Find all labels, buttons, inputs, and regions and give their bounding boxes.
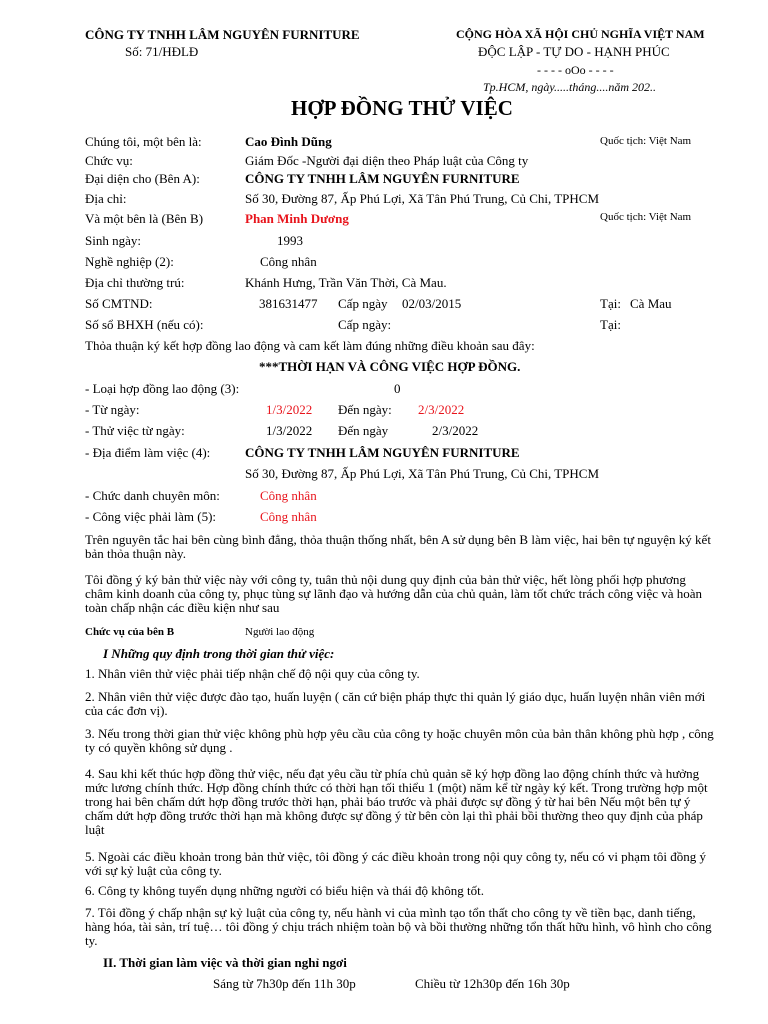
workplace-address: Số 30, Đường 87, Ấp Phú Lợi, Xã Tân Phú Trung, Củ Chi, TPHCM [245, 466, 600, 481]
section-rules-heading: I Những quy định trong thời gian thử việc: [103, 646, 335, 661]
workplace-company: CÔNG TY TNHH LÂM NGUYÊN FURNITURE [245, 445, 520, 460]
workplace-label: - Địa điểm làm việc (4): [85, 445, 211, 460]
party-b-issue-date: 02/03/2015 [402, 296, 462, 311]
party-b-residence: Khánh Hưng, Trần Văn Thời, Cà Mau. [245, 275, 447, 290]
trial-from-value: 1/3/2022 [266, 423, 313, 438]
party-b-social-issue-label: Cấp ngày: [338, 317, 392, 332]
trial-to-value: 2/3/2022 [432, 423, 479, 438]
party-a-represent: CÔNG TY TNHH LÂM NGUYÊN FURNITURE [245, 171, 520, 186]
party-b-name: Phan Minh Dương [245, 211, 349, 226]
commitment-paragraph: Tôi đồng ý ký bản thử việc này với công ty, tuân thủ nội dung quy định của bản thử việc, hết lòng phối hợp phương châm kinh doanh của công ty, phục tùng sự lãnh đạo và hướng dẫn của chủ quản, làm tốt chức trách công việc và hoàn toàn chấp nhận các điều kiện như sau [85, 572, 703, 615]
party-a-represent-label: Đại diện cho (Bên A): [85, 171, 200, 186]
contract-type-value: 0 [394, 381, 401, 396]
work-tasks-value: Công nhân [260, 509, 317, 524]
section-term-heading: ***THỜI HẠN VÀ CÔNG VIỆC HỢP ĐỒNG. [259, 359, 521, 374]
to-date-value: 2/3/2022 [418, 402, 465, 417]
work-tasks-label: - Công việc phải làm (5): [85, 509, 217, 524]
party-b-id-number: 381631477 [259, 296, 318, 311]
party-b-at-label: Tại: [600, 296, 621, 311]
job-title-label: - Chức danh chuyên môn: [85, 488, 220, 503]
trial-from-label: - Thử việc từ ngày: [85, 423, 185, 438]
party-b-social-at-label: Tại: [600, 317, 621, 332]
from-date-label: - Từ ngày: [85, 402, 140, 417]
national-motto: ĐỘC LẬP - TỰ DO - HẠNH PHÚC [478, 44, 670, 59]
rule-item: 5. Ngoài các điều khoản trong bản thử việc, tôi đồng ý các điều khoản trong nội quy công ty, nếu có vi phạm tôi đồng ý với sự kỷ luật của công ty. [85, 849, 707, 878]
rule-item: 7. Tôi đồng ý chấp nhận sự kỷ luật của công ty, nếu hành vi của mình tạo tổn thất cho công ty về tiền bạc, danh tiếng, hàng hóa, tài sản, trí tuệ… tôi đồng ý chịu trách nhiệm toàn bộ và bồi thường những tổn thất hữu hình, vô hình cho công ty. [85, 905, 712, 948]
principle-paragraph: Trên nguyên tắc hai bên cùng bình đẳng, thỏa thuận thống nhất, bên A sử dụng bên B làm việc, hai bên tự nguyện ký kết bản thỏa thuận này. [85, 532, 711, 561]
morning-hours: Sáng từ 7h30p đến 11h 30p [213, 976, 356, 991]
agreement-line: Thỏa thuận ký kết hợp đồng lao động và cam kết làm đúng những điều khoản sau đây: [85, 338, 535, 353]
rule-item: 3. Nếu trong thời gian thử việc không phù hợp yêu cầu của công ty hoặc chuyên môn của bản thân không phù hợp , công ty có quyền không sử dụng . [85, 726, 714, 755]
rule-item: 2. Nhân viên thử việc được đào tạo, huấn luyện ( căn cứ biện pháp thực thi quản lý giáo dục, huấn luyện nhân viên mới của các đơn vị). [85, 689, 706, 718]
party-b-birth: 1993 [277, 233, 303, 248]
rule-item: 1. Nhân viên thử việc phải tiếp nhận chế độ nội quy của công ty. [85, 666, 420, 681]
party-a-intro-label: Chúng tôi, một bên là: [85, 134, 202, 149]
party-b-position-label: Chức vụ của bên B [85, 626, 175, 638]
party-b-position-value: Người lao động [245, 626, 315, 638]
section-time-heading: II. Thời gian làm việc và thời gian nghỉ ngơi [103, 955, 347, 970]
party-b-social-label: Số sổ BHXH (nếu có): [85, 317, 204, 332]
party-b-nationality: Quốc tịch: Việt Nam [600, 211, 692, 223]
place-date: Tp.HCM, ngày.....tháng....năm 202.. [483, 80, 657, 94]
party-a-address: Số 30, Đường 87, Ấp Phú Lợi, Xã Tân Phú Trung, Củ Chi, TPHCM [245, 191, 600, 206]
document-number: Số: 71/HĐLĐ [125, 44, 199, 59]
party-b-at-value: Cà Mau [630, 296, 672, 311]
company-name: CÔNG TY TNHH LÂM NGUYÊN FURNITURE [85, 27, 360, 42]
header-separator: - - - - oOo - - - - [537, 63, 614, 77]
party-a-address-label: Địa chỉ: [85, 191, 127, 206]
rule-item: 4. Sau khi kết thúc hợp đồng thử việc, nếu đạt yêu cầu từ phía chủ quản sẽ ký hợp đồng lao động chính thức và hưởng mức lương chính thức. Hợp đồng chính thức có thời hạn tối thiểu 1 (một) năm kể từ ngày ký kết. Trong trường hợp một trong hai bên chấm dứt hợp đồng trước thời hạn, phải báo trước và phải được sự đồng ý từ hai bên Nếu một bên tự ý chấm dứt hợp đồng trước thời hạn mà không được sự đồng ý từ bên còn lại thì phải bồi thường theo quy định của pháp luật [85, 766, 708, 837]
rule-item: 6. Công ty không tuyển dụng những người có biểu hiện và thái độ không tốt. [85, 883, 485, 898]
to-date-label: Đến ngày: [338, 402, 392, 417]
party-a-nationality: Quốc tịch: Việt Nam [600, 135, 692, 147]
party-b-id-label: Số CMTND: [85, 296, 153, 311]
republic-heading: CỘNG HÒA XÃ HỘI CHỦ NGHĨA VIỆT NAM [456, 27, 705, 41]
party-a-position-label: Chức vụ: [85, 153, 133, 168]
party-b-birth-label: Sinh ngày: [85, 233, 141, 248]
party-b-issue-label: Cấp ngày [338, 296, 388, 311]
party-a-position: Giám Đốc -Người đại diện theo Pháp luật của Công ty [245, 153, 529, 168]
afternoon-hours: Chiều từ 12h30p đến 16h 30p [415, 976, 570, 991]
party-b-intro-label: Và một bên là (Bên B) [85, 211, 204, 226]
job-title-value: Công nhân [260, 488, 317, 503]
party-a-name: Cao Đình Dũng [245, 134, 332, 149]
from-date-value: 1/3/2022 [266, 402, 313, 417]
party-b-job: Công nhân [260, 254, 317, 269]
trial-to-label: Đến ngày [338, 423, 389, 438]
party-b-job-label: Nghề nghiệp (2): [85, 254, 174, 269]
contract-type-label: - Loại hợp đồng lao động (3): [85, 381, 240, 396]
contract-title: HỢP ĐỒNG THỬ VIỆC [291, 96, 513, 120]
party-b-residence-label: Địa chỉ thường trú: [85, 275, 185, 290]
